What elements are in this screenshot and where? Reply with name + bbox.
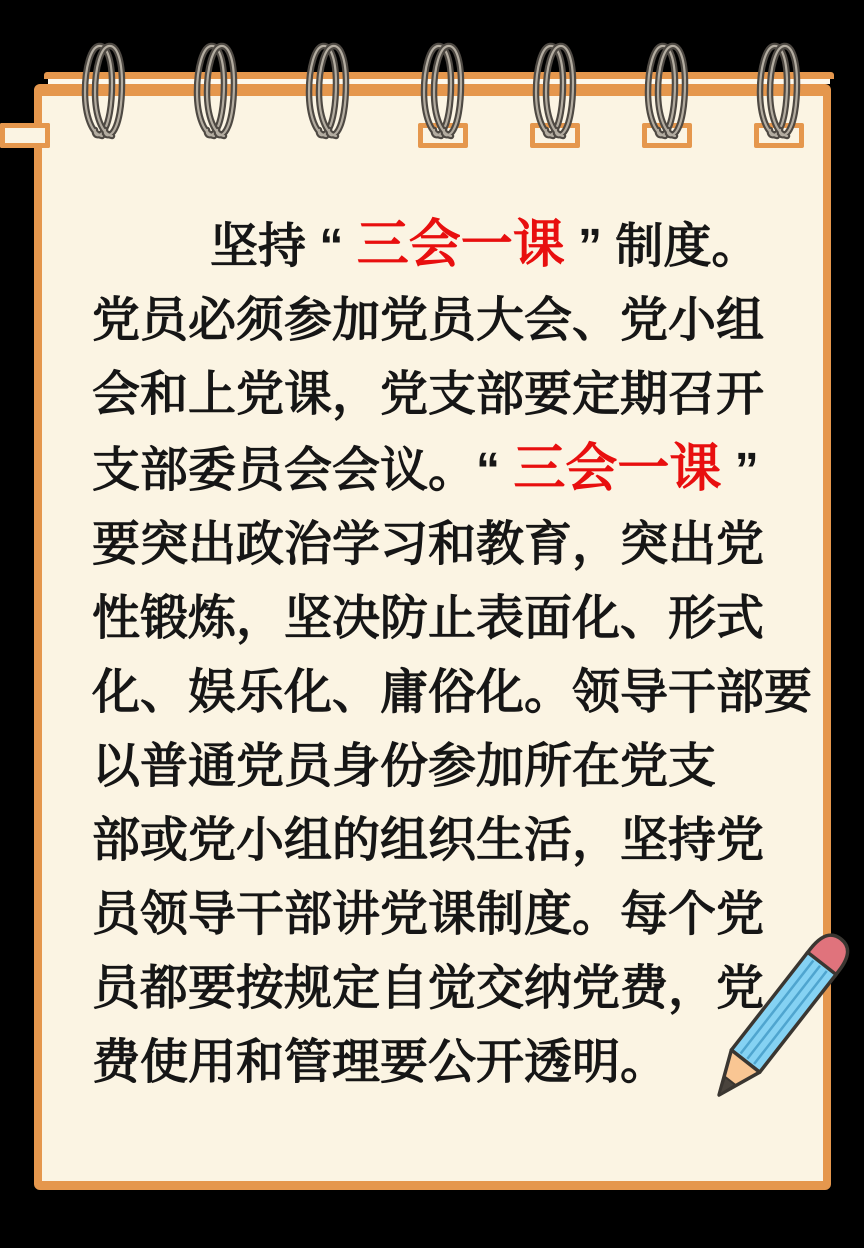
line-text: ” (721, 444, 759, 497)
ring-hole (0, 123, 50, 148)
text-line-4 (92, 432, 792, 508)
line-text: 员领导干部讲党课制度。每个党 (92, 888, 765, 941)
text-line-10 (92, 878, 792, 952)
highlighted-term: 三会一课 (513, 440, 722, 498)
text-line-6 (92, 582, 792, 656)
spiral-ring-icon (420, 41, 466, 141)
highlighted-term: 三会一课 (356, 216, 565, 274)
line-text: 会和上党课，党支部要定期召开 (92, 368, 765, 421)
note-text (92, 208, 813, 1100)
spiral-ring-icon (81, 41, 127, 141)
line-text: 费使用和管理要公开透明。 (92, 1036, 669, 1089)
spiral-ring-icon (193, 41, 239, 141)
line-text: 党员必须参加党员大会、党小组 (92, 294, 765, 347)
text-line-7 (92, 656, 813, 730)
text-line-9 (92, 804, 792, 878)
line-text: 要突出政治学习和教育，突出党 (92, 518, 765, 571)
line-text: 员都要按规定自觉交纳党费，党 (92, 962, 765, 1015)
spiral-ring-icon (756, 41, 802, 141)
line-text: 性锻炼，坚决防止表面化、形式 (92, 592, 765, 645)
spiral-ring-icon (305, 41, 351, 141)
text-line-2 (92, 284, 792, 358)
line-text: 化、娱乐化、庸俗化。领导干部要 (92, 666, 813, 719)
text-line-5 (92, 508, 792, 582)
line-text: ” 制度。 (564, 220, 760, 273)
text-line-11 (92, 952, 792, 1026)
line-text: 部或党小组的组织生活，坚持党 (92, 814, 765, 867)
line-text: 坚持 “ (210, 220, 357, 273)
spiral-ring-icon (644, 41, 690, 141)
line-text: 支部委员会会议。“ (92, 444, 514, 497)
text-line-1 (92, 208, 792, 284)
text-line-3 (92, 358, 792, 432)
text-line-8 (92, 730, 792, 804)
spiral-ring-icon (532, 41, 578, 141)
text-line-12 (92, 1026, 792, 1100)
line-text: 以普通党员身份参加所在党支 (92, 740, 717, 793)
